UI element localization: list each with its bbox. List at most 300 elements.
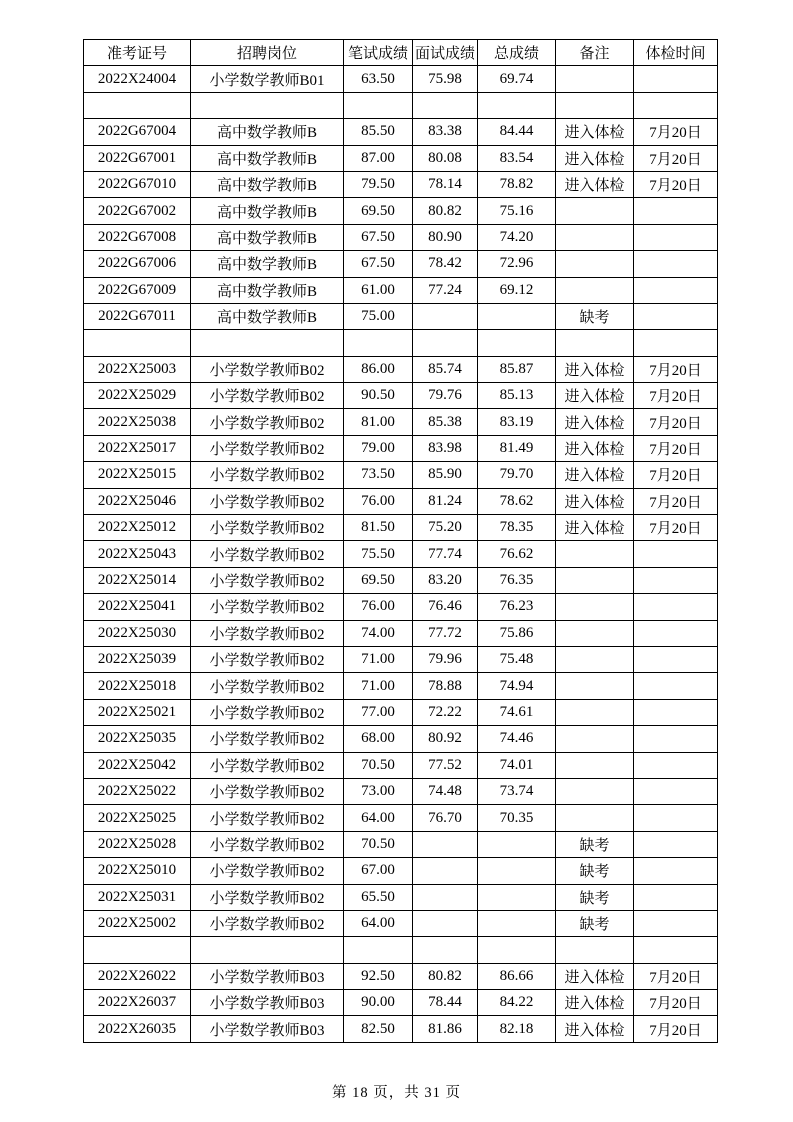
table-row (84, 620, 718, 646)
table-cell: 76.23 (478, 594, 556, 620)
table-cell: 80.82 (413, 963, 478, 989)
table-cell (634, 884, 718, 910)
table-cell: 7月20日 (634, 409, 718, 435)
table-cell: 7月20日 (634, 383, 718, 409)
table-cell: 7月20日 (634, 145, 718, 171)
table-cell (413, 303, 478, 329)
table-cell: 进入体检 (556, 515, 634, 541)
table-cell: 63.50 (344, 66, 413, 92)
table-cell: 81.24 (413, 488, 478, 514)
table-cell: 75.20 (413, 515, 478, 541)
table-cell: 高中数学教师B (191, 145, 344, 171)
table-cell (478, 303, 556, 329)
table-cell: 7月20日 (634, 462, 718, 488)
table-cell (84, 92, 191, 118)
table-cell: 78.88 (413, 673, 478, 699)
table-cell: 76.00 (344, 488, 413, 514)
table-cell: 78.42 (413, 251, 478, 277)
table-cell: 进入体检 (556, 462, 634, 488)
table-cell: 79.96 (413, 646, 478, 672)
table-cell: 76.35 (478, 567, 556, 593)
table-cell (556, 620, 634, 646)
table-cell: 2022X25031 (84, 884, 191, 910)
table-cell: 高中数学教师B (191, 171, 344, 197)
table-cell: 2022X25014 (84, 567, 191, 593)
table-cell (556, 778, 634, 804)
table-cell: 2022X26035 (84, 1016, 191, 1042)
table-cell: 80.82 (413, 198, 478, 224)
table-cell: 进入体检 (556, 409, 634, 435)
table-cell: 小学数学教师B02 (191, 620, 344, 646)
table-cell: 61.00 (344, 277, 413, 303)
table-row (84, 699, 718, 725)
table-row (84, 910, 718, 936)
table-cell: 2022G67010 (84, 171, 191, 197)
table-cell (556, 541, 634, 567)
table-cell: 67.50 (344, 251, 413, 277)
column-header-1: 招聘岗位 (191, 40, 344, 66)
table-cell: 小学数学教师B02 (191, 541, 344, 567)
table-cell: 81.50 (344, 515, 413, 541)
table-cell: 80.08 (413, 145, 478, 171)
table-cell (344, 330, 413, 356)
table-cell: 高中数学教师B (191, 224, 344, 250)
table-cell: 2022X25025 (84, 805, 191, 831)
table-cell: 83.20 (413, 567, 478, 593)
table-cell: 71.00 (344, 673, 413, 699)
table-cell: 75.00 (344, 303, 413, 329)
table-row (84, 752, 718, 778)
column-header-2: 笔试成绩 (344, 40, 413, 66)
table-cell: 小学数学教师B02 (191, 356, 344, 382)
table-cell: 81.49 (478, 435, 556, 461)
table-cell: 71.00 (344, 646, 413, 672)
table-cell (634, 198, 718, 224)
table-row (84, 594, 718, 620)
table-row (84, 409, 718, 435)
table-cell: 67.50 (344, 224, 413, 250)
table-cell (634, 66, 718, 92)
table-cell: 75.86 (478, 620, 556, 646)
table-cell: 73.50 (344, 462, 413, 488)
table-cell: 小学数学教师B02 (191, 884, 344, 910)
table-cell (556, 646, 634, 672)
table-row (84, 251, 718, 277)
table-cell: 2022X25003 (84, 356, 191, 382)
table-cell (634, 541, 718, 567)
table-cell: 2022G67006 (84, 251, 191, 277)
table-cell: 90.50 (344, 383, 413, 409)
table-cell: 2022X25022 (84, 778, 191, 804)
page-number-footer: 第 18 页，共 31 页 (332, 1085, 461, 1101)
table-cell: 81.00 (344, 409, 413, 435)
table-cell: 69.74 (478, 66, 556, 92)
table-row (84, 435, 718, 461)
table-cell (84, 937, 191, 963)
table-cell: 2022X25041 (84, 594, 191, 620)
table-cell: 78.44 (413, 990, 478, 1016)
table-cell: 2022X25028 (84, 831, 191, 857)
table-cell (634, 726, 718, 752)
table-row (84, 831, 718, 857)
table-cell: 82.50 (344, 1016, 413, 1042)
table-cell: 2022X25035 (84, 726, 191, 752)
table-cell: 86.00 (344, 356, 413, 382)
table-cell: 缺考 (556, 910, 634, 936)
table-row (84, 383, 718, 409)
table-cell: 83.38 (413, 119, 478, 145)
table-cell: 69.12 (478, 277, 556, 303)
table-cell: 85.90 (413, 462, 478, 488)
table-row (84, 646, 718, 672)
table-cell: 小学数学教师B03 (191, 963, 344, 989)
table-cell: 小学数学教师B02 (191, 383, 344, 409)
table-cell: 75.50 (344, 541, 413, 567)
table-cell: 小学数学教师B02 (191, 778, 344, 804)
table-row (84, 277, 718, 303)
table-cell: 小学数学教师B02 (191, 699, 344, 725)
table-cell: 7月20日 (634, 963, 718, 989)
table-cell: 7月20日 (634, 515, 718, 541)
table-row (84, 567, 718, 593)
table-cell (634, 646, 718, 672)
table-cell: 进入体检 (556, 119, 634, 145)
table-cell: 86.66 (478, 963, 556, 989)
table-cell: 进入体检 (556, 356, 634, 382)
column-header-0: 准考证号 (84, 40, 191, 66)
table-cell: 79.70 (478, 462, 556, 488)
table-cell (634, 831, 718, 857)
table-cell (344, 937, 413, 963)
table-cell: 2022X25029 (84, 383, 191, 409)
table-cell: 68.00 (344, 726, 413, 752)
table-cell: 7月20日 (634, 171, 718, 197)
table-cell: 87.00 (344, 145, 413, 171)
table-cell (634, 910, 718, 936)
table-row (84, 224, 718, 250)
table-cell: 75.48 (478, 646, 556, 672)
table-cell: 74.20 (478, 224, 556, 250)
table-cell: 高中数学教师B (191, 119, 344, 145)
table-row (84, 858, 718, 884)
table-cell: 85.38 (413, 409, 478, 435)
table-row (84, 515, 718, 541)
table-cell: 2022G67001 (84, 145, 191, 171)
table-cell: 小学数学教师B02 (191, 409, 344, 435)
table-cell: 73.00 (344, 778, 413, 804)
table-cell (634, 594, 718, 620)
table-cell: 74.46 (478, 726, 556, 752)
table-cell: 小学数学教师B02 (191, 435, 344, 461)
table-cell: 小学数学教师B03 (191, 990, 344, 1016)
table-cell: 76.70 (413, 805, 478, 831)
table-cell: 进入体检 (556, 383, 634, 409)
column-header-6: 体检时间 (634, 40, 718, 66)
table-row (84, 488, 718, 514)
table-cell: 2022X25010 (84, 858, 191, 884)
table-cell: 77.00 (344, 699, 413, 725)
table-cell: 85.87 (478, 356, 556, 382)
table-cell: 高中数学教师B (191, 277, 344, 303)
table-cell: 缺考 (556, 884, 634, 910)
table-cell (478, 330, 556, 356)
table-cell: 2022G67004 (84, 119, 191, 145)
table-cell (634, 778, 718, 804)
table-cell (84, 330, 191, 356)
table-cell: 92.50 (344, 963, 413, 989)
table-cell (634, 224, 718, 250)
table-cell: 2022X25002 (84, 910, 191, 936)
table-cell: 74.01 (478, 752, 556, 778)
table-cell (413, 330, 478, 356)
table-cell: 7月20日 (634, 119, 718, 145)
table-cell: 64.00 (344, 910, 413, 936)
table-cell (191, 937, 344, 963)
table-cell (634, 699, 718, 725)
table-cell (556, 937, 634, 963)
table-cell: 小学数学教师B02 (191, 831, 344, 857)
table-cell: 76.62 (478, 541, 556, 567)
table-header-row (84, 40, 718, 66)
table-cell: 84.44 (478, 119, 556, 145)
table-row (84, 330, 718, 356)
table-cell (413, 937, 478, 963)
table-row (84, 92, 718, 118)
table-cell: 2022X25021 (84, 699, 191, 725)
table-cell: 进入体检 (556, 171, 634, 197)
table-cell: 进入体检 (556, 963, 634, 989)
table-cell: 75.16 (478, 198, 556, 224)
table-cell (556, 92, 634, 118)
table-row (84, 198, 718, 224)
table-cell: 2022X25012 (84, 515, 191, 541)
exam-results-table (83, 39, 718, 1043)
table-cell: 74.61 (478, 699, 556, 725)
table-cell: 77.74 (413, 541, 478, 567)
table-cell: 小学数学教师B02 (191, 515, 344, 541)
table-cell: 小学数学教师B01 (191, 66, 344, 92)
table-cell (634, 330, 718, 356)
table-cell: 2022G67008 (84, 224, 191, 250)
table-row (84, 119, 718, 145)
table-cell: 进入体检 (556, 145, 634, 171)
table-cell (634, 858, 718, 884)
table-row (84, 303, 718, 329)
table-cell: 69.50 (344, 567, 413, 593)
table-cell: 2022X25018 (84, 673, 191, 699)
table-header (84, 40, 718, 66)
table-cell (556, 805, 634, 831)
table-row (84, 171, 718, 197)
table-cell: 2022G67009 (84, 277, 191, 303)
table-row (84, 726, 718, 752)
table-cell: 2022X24004 (84, 66, 191, 92)
table-cell: 2022X25017 (84, 435, 191, 461)
table-cell: 80.90 (413, 224, 478, 250)
table-cell: 7月20日 (634, 435, 718, 461)
table-row (84, 963, 718, 989)
table-cell: 83.98 (413, 435, 478, 461)
table-cell (634, 620, 718, 646)
table-cell (478, 910, 556, 936)
table-cell: 2022G67011 (84, 303, 191, 329)
table-row (84, 937, 718, 963)
table-cell: 小学数学教师B02 (191, 910, 344, 936)
column-header-3: 面试成绩 (413, 40, 478, 66)
table-cell: 90.00 (344, 990, 413, 1016)
table-cell: 83.54 (478, 145, 556, 171)
table-cell: 7月20日 (634, 356, 718, 382)
table-cell: 84.22 (478, 990, 556, 1016)
table-cell: 进入体检 (556, 990, 634, 1016)
table-row (84, 462, 718, 488)
table-cell: 78.35 (478, 515, 556, 541)
table-cell: 77.52 (413, 752, 478, 778)
table-cell: 缺考 (556, 831, 634, 857)
table-cell: 73.74 (478, 778, 556, 804)
table-cell: 进入体检 (556, 1016, 634, 1042)
table-cell: 进入体检 (556, 488, 634, 514)
table-cell (556, 699, 634, 725)
table-cell (634, 92, 718, 118)
table-cell: 7月20日 (634, 990, 718, 1016)
table-cell: 小学数学教师B02 (191, 673, 344, 699)
table-cell (556, 198, 634, 224)
table-row (84, 356, 718, 382)
table-cell: 小学数学教师B02 (191, 594, 344, 620)
table-cell: 77.72 (413, 620, 478, 646)
table-cell (413, 910, 478, 936)
table-cell: 76.00 (344, 594, 413, 620)
table-cell: 进入体检 (556, 435, 634, 461)
table-cell (634, 251, 718, 277)
table-cell: 83.19 (478, 409, 556, 435)
table-cell (191, 330, 344, 356)
table-row (84, 990, 718, 1016)
column-header-4: 总成绩 (478, 40, 556, 66)
table-row (84, 778, 718, 804)
table-cell: 81.86 (413, 1016, 478, 1042)
table-row (84, 884, 718, 910)
table-cell: 75.98 (413, 66, 478, 92)
table-cell (344, 92, 413, 118)
table-cell: 小学数学教师B02 (191, 646, 344, 672)
table-cell: 2022X25015 (84, 462, 191, 488)
table-row (84, 541, 718, 567)
table-cell (634, 303, 718, 329)
table-cell: 74.48 (413, 778, 478, 804)
table-row (84, 1016, 718, 1042)
table-row (84, 673, 718, 699)
table-cell (413, 858, 478, 884)
table-cell: 2022X25042 (84, 752, 191, 778)
table-cell: 76.46 (413, 594, 478, 620)
table-cell (478, 858, 556, 884)
table-cell: 小学数学教师B02 (191, 858, 344, 884)
table-cell: 2022X26037 (84, 990, 191, 1016)
table-body (84, 66, 718, 1042)
table-cell: 小学数学教师B02 (191, 805, 344, 831)
table-cell (191, 92, 344, 118)
table-cell: 69.50 (344, 198, 413, 224)
table-cell: 缺考 (556, 303, 634, 329)
table-cell: 74.94 (478, 673, 556, 699)
table-cell (556, 66, 634, 92)
table-cell: 2022X25030 (84, 620, 191, 646)
table-cell (556, 251, 634, 277)
table-cell (556, 330, 634, 356)
table-cell: 65.50 (344, 884, 413, 910)
table-cell: 72.22 (413, 699, 478, 725)
table-cell: 高中数学教师B (191, 251, 344, 277)
table-cell: 小学数学教师B02 (191, 488, 344, 514)
table-cell: 小学数学教师B02 (191, 462, 344, 488)
table-cell: 小学数学教师B02 (191, 752, 344, 778)
table-cell: 78.82 (478, 171, 556, 197)
table-cell: 85.74 (413, 356, 478, 382)
table-cell (413, 92, 478, 118)
table-cell (634, 805, 718, 831)
table-cell (413, 831, 478, 857)
table-cell (478, 937, 556, 963)
table-cell (478, 92, 556, 118)
table-cell: 85.50 (344, 119, 413, 145)
table-cell: 70.35 (478, 805, 556, 831)
table-cell: 78.62 (478, 488, 556, 514)
table-cell: 72.96 (478, 251, 556, 277)
table-cell: 77.24 (413, 277, 478, 303)
table-cell: 高中数学教师B (191, 198, 344, 224)
table-cell: 2022X26022 (84, 963, 191, 989)
table-cell (634, 752, 718, 778)
table-cell: 2022X25039 (84, 646, 191, 672)
table-row (84, 805, 718, 831)
table-cell (556, 673, 634, 699)
table-cell (478, 831, 556, 857)
table-cell (556, 726, 634, 752)
table-cell: 74.00 (344, 620, 413, 646)
table-cell: 67.00 (344, 858, 413, 884)
table-cell (413, 884, 478, 910)
table-cell: 78.14 (413, 171, 478, 197)
table-cell (634, 673, 718, 699)
table-cell: 小学数学教师B02 (191, 726, 344, 752)
table-cell: 82.18 (478, 1016, 556, 1042)
table-cell: 2022X25038 (84, 409, 191, 435)
table-row (84, 145, 718, 171)
table-row (84, 66, 718, 92)
table-cell: 2022X25043 (84, 541, 191, 567)
table-cell: 缺考 (556, 858, 634, 884)
table-cell: 79.50 (344, 171, 413, 197)
table-cell: 高中数学教师B (191, 303, 344, 329)
table-cell (634, 937, 718, 963)
table-cell: 2022G67002 (84, 198, 191, 224)
table-cell: 7月20日 (634, 488, 718, 514)
table-cell: 85.13 (478, 383, 556, 409)
table-cell (556, 567, 634, 593)
table-cell: 80.92 (413, 726, 478, 752)
table-cell (556, 752, 634, 778)
table-cell (556, 224, 634, 250)
table-cell (556, 594, 634, 620)
table-cell (634, 567, 718, 593)
table-cell: 70.50 (344, 831, 413, 857)
table-cell (634, 277, 718, 303)
column-header-5: 备注 (556, 40, 634, 66)
table-cell: 70.50 (344, 752, 413, 778)
table-cell: 小学数学教师B02 (191, 567, 344, 593)
